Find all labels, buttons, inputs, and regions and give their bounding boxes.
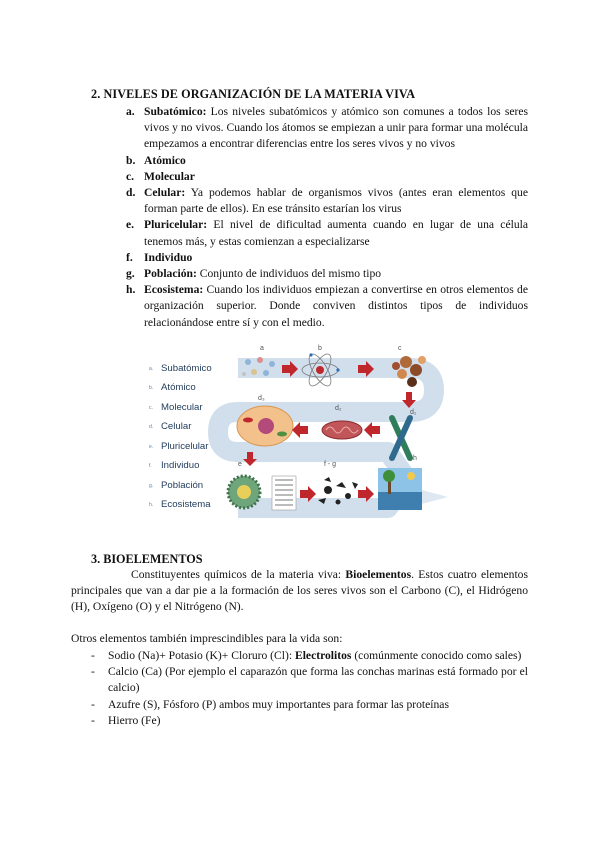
level-marker: h. bbox=[149, 502, 154, 508]
item-title: Pluricelular: bbox=[144, 218, 208, 232]
list-item bbox=[91, 697, 528, 713]
other-elements-list bbox=[91, 648, 528, 729]
item-marker: b. bbox=[126, 153, 136, 167]
dash-marker: - bbox=[91, 649, 95, 662]
item-marker: e. bbox=[126, 218, 135, 232]
item-text: Sodio (Na)+ Potasio (K)+ Cloruro (Cl): bbox=[108, 649, 295, 662]
item-text: (comúnmente conocido como sales) bbox=[351, 649, 522, 662]
item-text: Azufre (S), Fósforo (P) ambos muy importantes para formar las proteínas bbox=[108, 697, 449, 711]
list-item bbox=[91, 648, 528, 664]
item-title: Subatómico: bbox=[144, 105, 207, 118]
dash-marker: - bbox=[91, 713, 95, 727]
list-item bbox=[126, 266, 528, 282]
list-item bbox=[126, 217, 528, 249]
item-text: El nivel de dificultad aumenta cuando en lugar de una célula tenemos más, y estas comienzan a especializarse bbox=[144, 218, 528, 248]
item-text: Hierro (Fe) bbox=[108, 713, 161, 727]
level-marker: g. bbox=[149, 483, 154, 489]
stage-label: b bbox=[318, 345, 322, 352]
level-marker: d. bbox=[149, 424, 154, 430]
list-item bbox=[126, 250, 528, 266]
list-item bbox=[126, 185, 528, 217]
item-marker: f. bbox=[126, 250, 133, 264]
cell-icon bbox=[237, 406, 293, 446]
level-label: Molecular bbox=[161, 402, 203, 413]
level-marker: f. bbox=[149, 463, 152, 469]
list-item bbox=[91, 664, 528, 696]
section-3-heading: 3. BIOELEMENTOS bbox=[91, 552, 203, 566]
level-marker: c. bbox=[149, 405, 153, 411]
level-label: Pluricelular bbox=[161, 441, 209, 452]
list-item bbox=[126, 282, 528, 331]
item-title: Atómico bbox=[144, 153, 186, 167]
list-item bbox=[91, 713, 528, 729]
stage-label: f - g bbox=[324, 461, 337, 468]
list-item bbox=[126, 169, 528, 185]
stage-label: a bbox=[260, 345, 264, 352]
item-title: Ecosistema: bbox=[144, 283, 204, 297]
item-title: Molecular bbox=[144, 169, 195, 183]
other-elements-intro: Otros elementos también imprescindibles para la vida son: bbox=[71, 632, 343, 645]
ecosystem-landscape-icon bbox=[378, 468, 422, 510]
organization-levels-figure bbox=[148, 340, 450, 520]
level-label: Celular bbox=[161, 421, 192, 432]
stage-label: d₃ bbox=[258, 395, 265, 402]
item-marker: h. bbox=[126, 283, 136, 297]
dash-marker: - bbox=[91, 665, 95, 679]
stage-label: e bbox=[238, 461, 242, 468]
paragraph-text: Constituyentes químicos de la materia viva: bbox=[131, 568, 346, 581]
item-text: Calcio (Ca) (Por ejemplo el caparazón que forma las conchas marinas está formado por el calcio) bbox=[108, 665, 528, 695]
stage-label: c bbox=[398, 345, 402, 352]
level-label: Subatómico bbox=[161, 363, 212, 374]
section-2-heading: 2. NIVELES DE ORGANIZACIÓN DE LA MATERIA VIVA bbox=[91, 87, 416, 101]
arrow-left-icon bbox=[364, 422, 380, 438]
list-item bbox=[126, 104, 528, 153]
level-marker: b. bbox=[149, 385, 154, 391]
item-bold-term: Electrolitos bbox=[294, 649, 352, 662]
bioelements-paragraph bbox=[71, 567, 528, 616]
item-marker: g. bbox=[126, 267, 135, 281]
tissue-sphere-icon bbox=[228, 476, 260, 508]
bioelements-term: Bioelementos bbox=[345, 568, 412, 581]
item-marker: d. bbox=[126, 186, 136, 200]
chromosome-icon bbox=[392, 418, 410, 458]
paragraph-text: . Estos cuatro elementos principales que van a dar pie a la formación de los seres vivos son el Carbono (C), el Hidrógeno (H), Oxígeno (O) y el Nitrógeno (N). bbox=[71, 568, 528, 614]
item-title: Celular: bbox=[144, 186, 186, 200]
level-label: Población bbox=[161, 480, 204, 491]
item-title: Individuo bbox=[144, 250, 193, 264]
item-text: Conjunto de individuos del mismo tipo bbox=[196, 267, 382, 281]
item-marker: a. bbox=[126, 105, 135, 118]
level-marker: e. bbox=[149, 444, 154, 450]
legend-box bbox=[272, 476, 296, 510]
item-text: Cuando los individuos empiezan a convertirse en otros elementos de organización superior. Donde conviven distintos tipos de individuos relacionándose entre sí y con el medio. bbox=[144, 283, 528, 329]
dash-marker: - bbox=[91, 697, 95, 711]
item-title: Población: bbox=[144, 267, 197, 281]
arrow-left-icon bbox=[292, 422, 308, 438]
level-marker: a. bbox=[149, 366, 154, 372]
stage-label: d₂ bbox=[335, 405, 342, 412]
level-label: Individuo bbox=[161, 460, 200, 471]
item-marker: c. bbox=[126, 169, 135, 183]
list-item bbox=[126, 153, 528, 169]
stage-label: d₁ bbox=[410, 409, 417, 416]
mitochondrion-icon bbox=[322, 421, 362, 439]
levels-list bbox=[126, 104, 528, 331]
level-label: Atómico bbox=[161, 382, 196, 393]
level-label: Ecosistema bbox=[161, 499, 211, 510]
stage-label: h bbox=[413, 455, 417, 462]
item-text: Los niveles subatómicos y atómico son comunes a todos los seres vivos y no vivos. Cuando los átomos se empiezan a unir para formar una molécula empezamos a encontrar diferencias entre los seres vivos y no vivos bbox=[144, 105, 528, 151]
item-text: Ya podemos hablar de organismos vivos (antes eran elementos que forman parte de ellos). En ese tránsito estarían los virus bbox=[144, 186, 528, 216]
